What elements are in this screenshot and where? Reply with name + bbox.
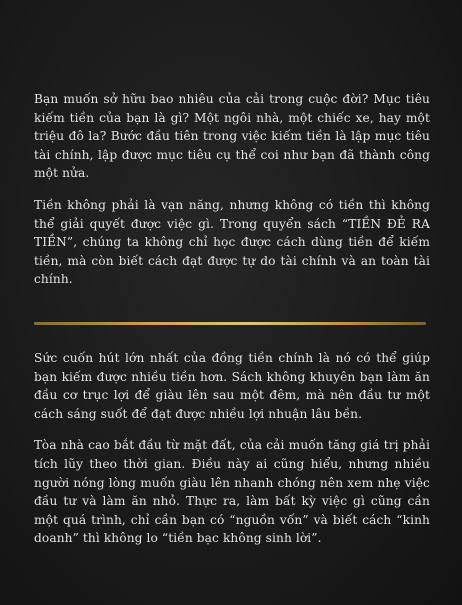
paragraph-build-from-ground: Tòa nhà cao bắt đầu từ mặt đất, của cải muốn tăng giá trị phải tích lũy theo thời gian. Điều này ai cũng hiểu, nhưng nhiều người nóng lòng muốn giàu lên nhanh chóng nên xem nhẹ việc đầu tư và làm ăn nhỏ. Thực ra, làm bất kỳ việc gì cũng cần một quá trình, chỉ cần bạn có “nguồn vốn” và biết cách “kinh doanh” thì không lo “tiền bạc không sinh lời”. — [34, 438, 430, 546]
gold-divider — [34, 322, 426, 325]
paragraph-money-attraction: Sức cuốn hút lớn nhất của đồng tiền chính là nó có thể giúp bạn kiếm được nhiều tiền hơn. Sách không khuyên bạn làm ăn đầu cơ trục lợi để giàu lên sau một đêm, mà nên đầu tư một cách sáng suốt để đạt được nhiều lợi nhuận lâu bền. — [34, 351, 430, 421]
investment-section — [34, 349, 430, 561]
paragraph-money-not-everything: Tiền không phải là vạn năng, nhưng không có tiền thì không thể giải quyết được việc gì. Trong quyển sách “TIỀN ĐẺ RA TIỀN”, chúng ta không chỉ học được cách dùng tiền để kiếm tiền, mà còn biết cách đạt được tự do tài chính và an toàn tài chính. — [34, 197, 430, 287]
paragraph-financial-goals: Bạn muốn sở hữu bao nhiêu của cải trong cuộc đời? Mục tiêu kiếm tiền của bạn là gì? Một ngôi nhà, một chiếc xe, hay một triệu đô la? Bước đầu tiên trong việc kiếm tiền là lập mục tiêu tài chính, lập được mục tiêu cụ thể coi như bạn đã thành công một nửa. — [34, 92, 430, 181]
intro-section — [34, 90, 430, 302]
